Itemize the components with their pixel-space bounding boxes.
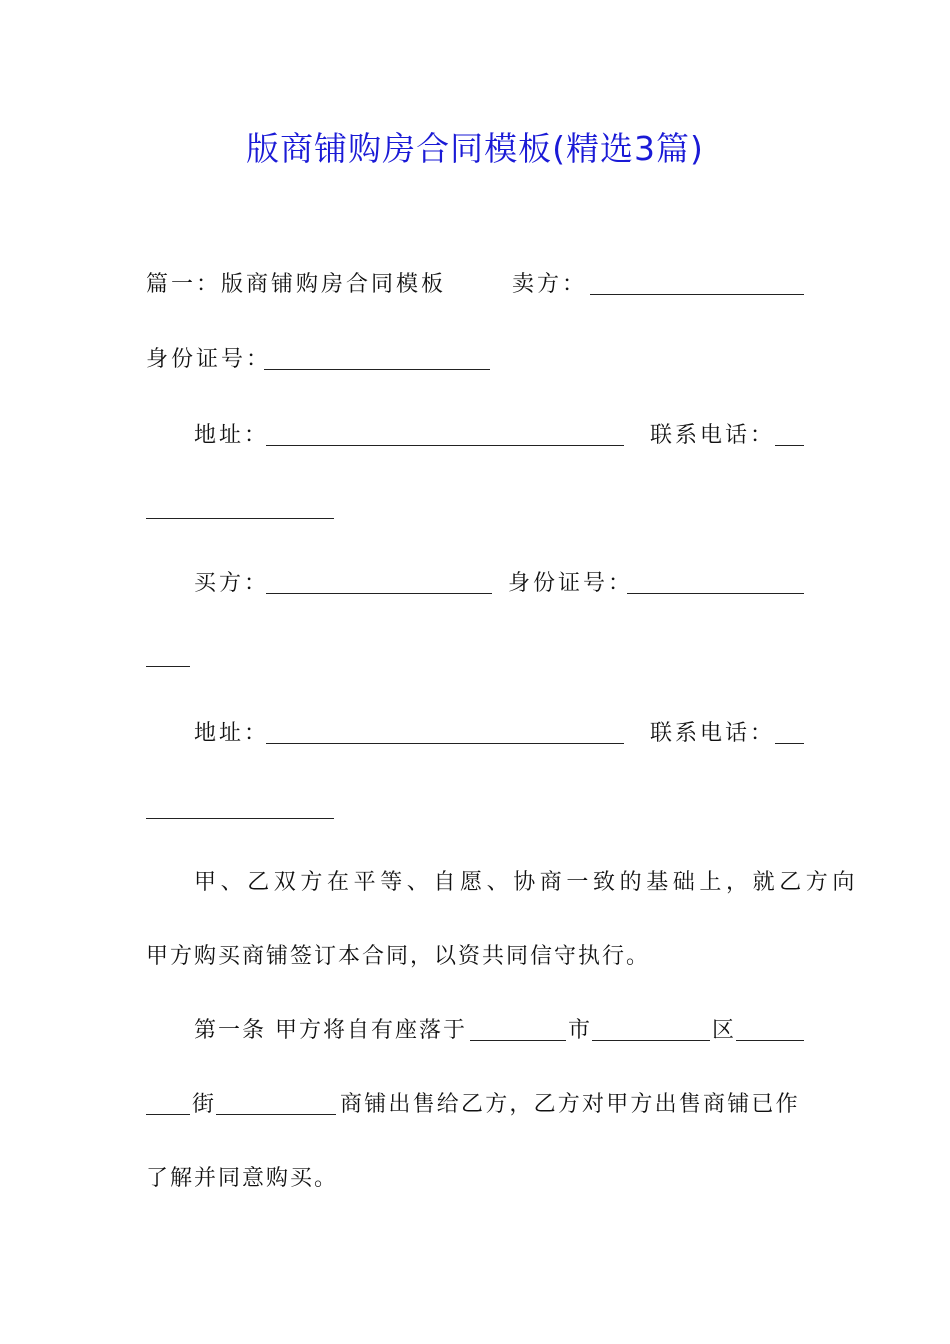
street-blank-b	[146, 1114, 190, 1115]
paragraph-1-line-1: 甲、乙双方在平等、自愿、协商一致的基础上，就乙方向	[194, 870, 860, 895]
seller-blank	[590, 294, 804, 295]
article-1-line-3: 了解并同意购买。	[146, 1166, 339, 1191]
article-1-prefix: 第一条 甲方将自有座落于	[194, 1018, 467, 1043]
district-blank	[592, 1040, 710, 1041]
section-heading: 篇一：版商铺购房合同模板	[146, 272, 447, 297]
buyer-id-label-wrap	[508, 569, 633, 599]
seller-phone-blank-b	[146, 518, 334, 519]
buyer-label-wrap	[194, 569, 269, 599]
buyer-id-label: 身份证号：	[508, 571, 634, 596]
city-blank	[470, 1040, 566, 1041]
buyer-blank	[266, 593, 492, 594]
buyer-address-blank	[266, 743, 624, 744]
seller-label: 卖方：	[512, 272, 588, 297]
shop-blank	[216, 1114, 336, 1115]
buyer-address-label-wrap	[194, 719, 269, 749]
seller-phone-label-wrap	[650, 421, 775, 451]
seller-address-label-wrap	[194, 421, 269, 451]
buyer-phone-blank-b	[146, 818, 334, 819]
buyer-id-blank-a	[627, 593, 804, 594]
seller-id-blank	[264, 369, 490, 370]
document-title: 版商铺购房合同模板(精选3篇)	[246, 129, 704, 168]
seller-phone-blank-a	[775, 445, 804, 446]
buyer-phone-blank-a	[775, 743, 804, 744]
seller-address-blank	[266, 445, 624, 446]
section-heading-line	[146, 270, 446, 300]
buyer-phone-label: 联系电话：	[650, 721, 776, 746]
seller-address-label: 地址：	[194, 423, 270, 448]
seller-id-label: 身份证号：	[146, 347, 272, 372]
paragraph-1-line-2: 甲方购买商铺签订本合同，以资共同信守执行。	[146, 944, 651, 969]
article-1-district: 区	[712, 1018, 738, 1043]
buyer-phone-label-wrap	[650, 719, 775, 749]
seller-label-wrap	[512, 270, 587, 300]
buyer-id-blank-b	[146, 666, 190, 667]
article-1-city: 市	[568, 1018, 594, 1043]
seller-id-label-wrap	[146, 345, 271, 375]
seller-phone-label: 联系电话：	[650, 423, 776, 448]
buyer-label: 买方：	[194, 571, 270, 596]
buyer-address-label: 地址：	[194, 721, 270, 746]
street-blank-a	[736, 1040, 804, 1041]
article-1-continuation: 商铺出售给乙方，乙方对甲方出售商铺已作	[340, 1092, 800, 1117]
article-1-street: 街	[192, 1092, 218, 1117]
